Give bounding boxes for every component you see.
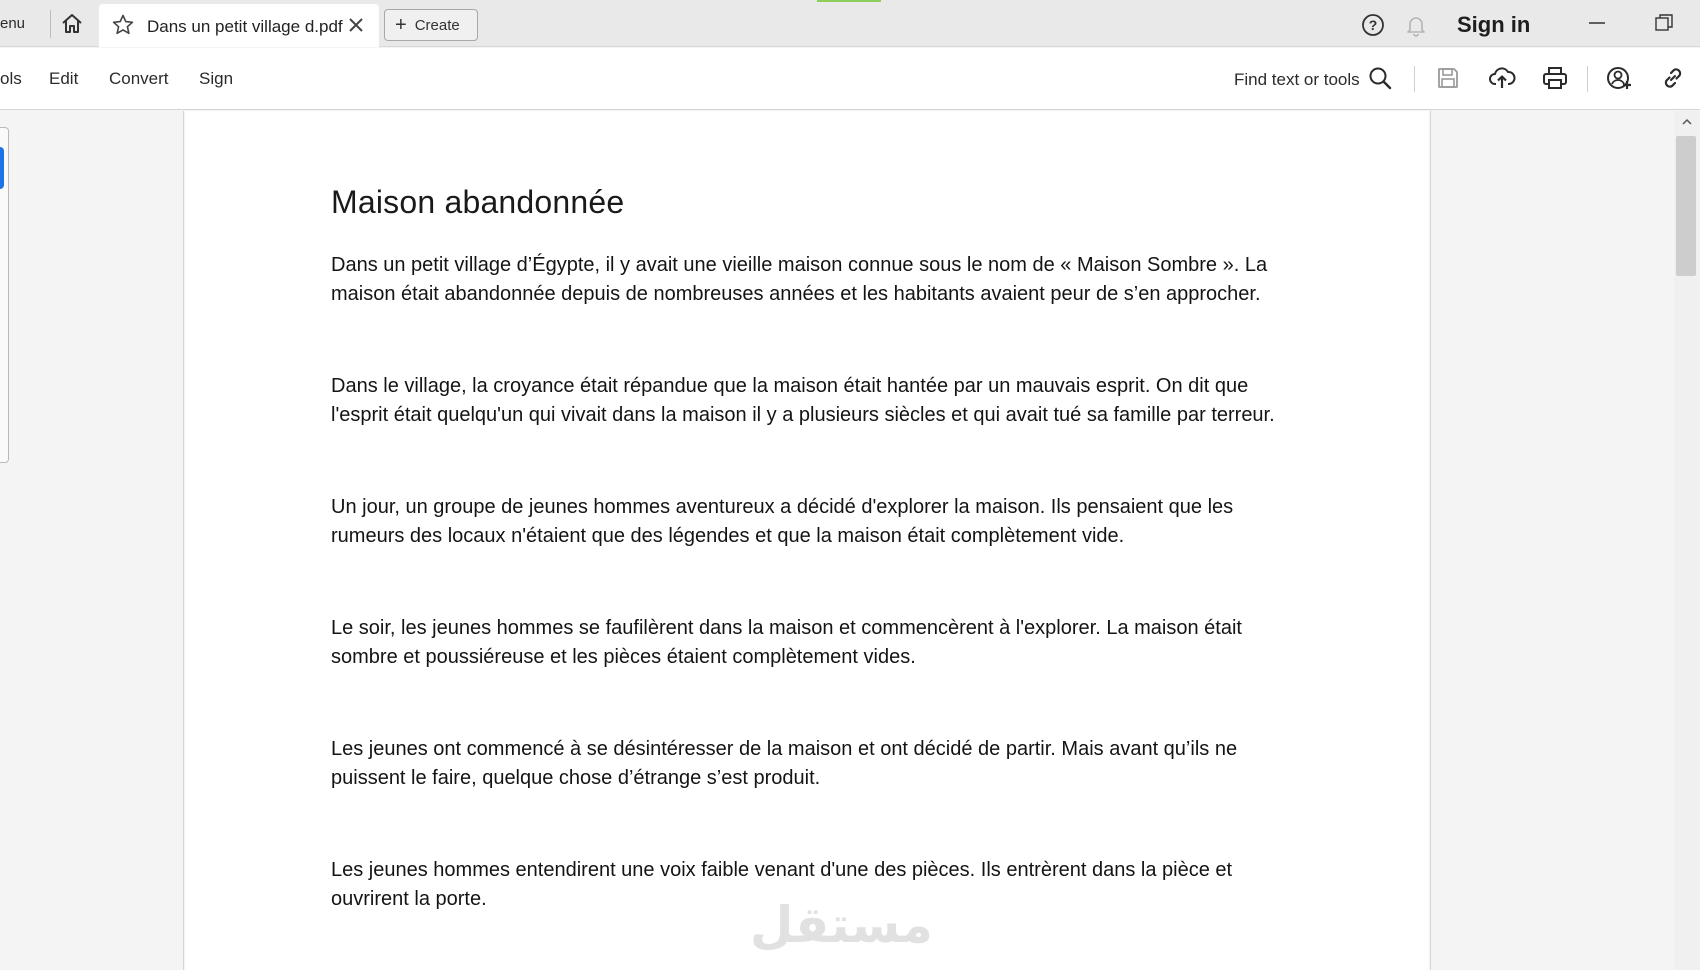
- bell-icon[interactable]: [1404, 13, 1428, 37]
- paragraph: Les jeunes hommes entendirent une voix faible venant d'une des pièces. Ils entrèrent dans la pièce et ouvrirent la porte.: [331, 859, 1233, 910]
- star-icon[interactable]: [111, 13, 135, 37]
- toolbar-separator: [1587, 66, 1588, 92]
- selected-page-indicator: [0, 147, 4, 189]
- link-icon[interactable]: [1659, 64, 1687, 92]
- help-icon[interactable]: [1361, 13, 1385, 37]
- svg-text:?: ?: [1368, 17, 1378, 33]
- minimize-icon[interactable]: [1586, 12, 1608, 34]
- edit-menu[interactable]: Edit: [49, 69, 79, 88]
- save-icon[interactable]: [1434, 64, 1462, 92]
- menu-button[interactable]: enu: [0, 15, 26, 32]
- cloud-upload-icon[interactable]: [1488, 64, 1516, 92]
- toolbar-separator: [1414, 66, 1415, 92]
- sign-menu[interactable]: Sign: [199, 69, 234, 88]
- paragraph: Dans le village, la croyance était répandue que la maison était hantée par un mauvais esprit. On dit que l'esprit était quelqu'un qui vivait dans la maison il y a plusieurs siècles et qui avait tué sa famille par terreur.: [331, 375, 1275, 426]
- paragraph: Dans un petit village d’Égypte, il y avait une vieille maison connue sous le nom de « Maison Sombre ». La maison était abandonnée depuis de nombreuses années et les habitants avaient peur de s’en approcher.: [331, 254, 1268, 305]
- right-panel: [1430, 111, 1674, 970]
- left-sidebar: [0, 111, 184, 970]
- window-accent-line: [817, 0, 881, 2]
- watermark: مستقل: [750, 897, 933, 953]
- tab-separator: [50, 10, 51, 38]
- sign-in-button[interactable]: Sign in: [1457, 12, 1531, 37]
- print-icon[interactable]: [1541, 64, 1569, 92]
- share-user-icon[interactable]: [1605, 64, 1633, 92]
- create-label: Create: [414, 16, 460, 34]
- paragraph: Le soir, les jeunes hommes se faufilèrent dans la maison et commencèrent à l'explorer. La maison était sombre et poussiéreuse et les pièces étaient complètement vides.: [331, 617, 1242, 668]
- tab-title: Dans un petit village d.pdf: [147, 17, 343, 36]
- document-title: Maison abandonnée: [331, 184, 625, 220]
- scroll-up-arrow-icon[interactable]: [1681, 116, 1693, 128]
- paragraph: Les jeunes ont commencé à se désintéresser de la maison et ont décidé de partir. Mais avant qu’ils ne puissent le faire, quelque chose d’étrange s’est produit.: [331, 738, 1238, 789]
- tab-bar: [0, 0, 1700, 47]
- home-button[interactable]: [56, 8, 88, 40]
- create-button[interactable]: [384, 9, 478, 41]
- paragraph: Un jour, un groupe de jeunes hommes aventureux a décidé d'explorer la maison. Ils pensaient que les rumeurs des locaux n'étaient que des légendes et que la maison était complètement vide.: [331, 496, 1234, 547]
- scrollbar-thumb[interactable]: [1676, 136, 1696, 276]
- search-icon[interactable]: [1366, 64, 1394, 92]
- document-tab[interactable]: [99, 4, 379, 47]
- main-toolbar: [0, 48, 1700, 110]
- all-tools-menu[interactable]: ols: [0, 69, 22, 88]
- convert-menu[interactable]: Convert: [109, 69, 169, 88]
- home-icon: [60, 12, 84, 36]
- document-viewer: [185, 111, 1429, 970]
- document-page: [331, 184, 1291, 970]
- find-text-or-tools[interactable]: Find text or tools: [1234, 70, 1360, 89]
- plus-icon: +: [395, 14, 407, 36]
- close-icon[interactable]: [346, 15, 366, 35]
- restore-icon[interactable]: [1653, 12, 1675, 34]
